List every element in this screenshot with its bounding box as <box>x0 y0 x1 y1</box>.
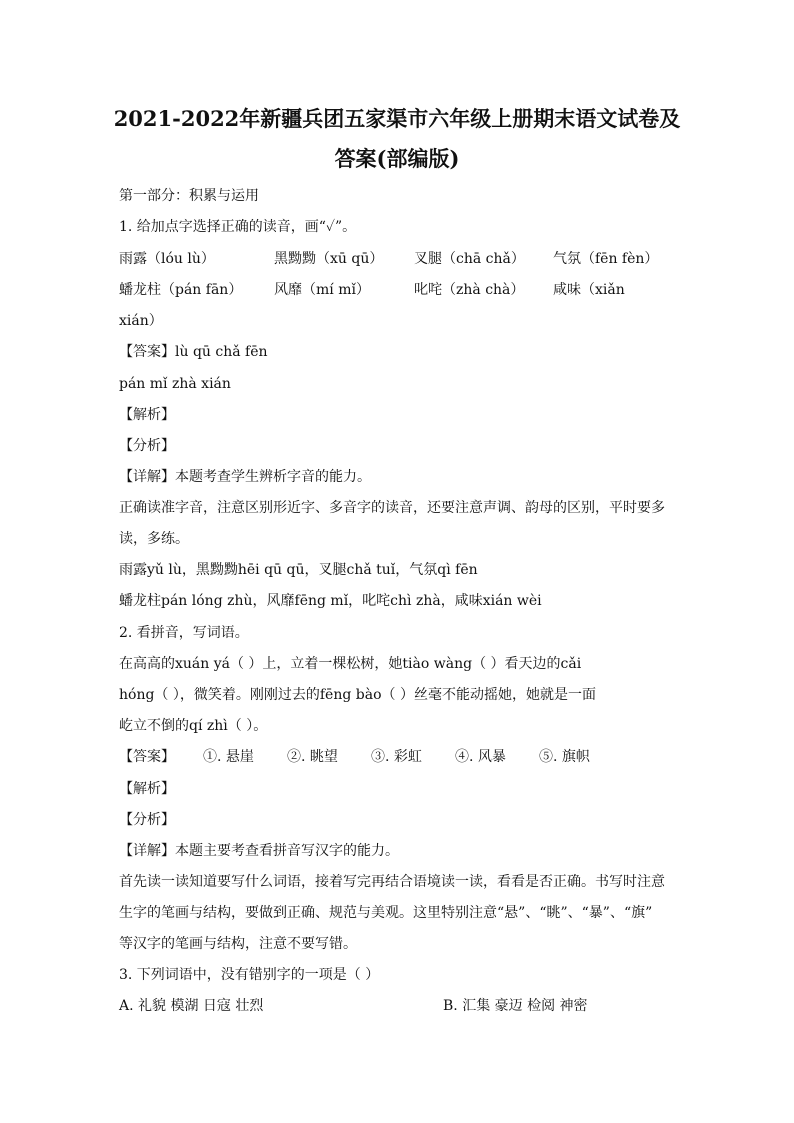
q3-options-row <box>119 996 588 1016</box>
q1-answer-line1: 【答案】lù qū chǎ fēn <box>119 344 268 360</box>
q3-stem: 3. 下列词语中，没有错别字的一项是（ ） <box>119 967 380 983</box>
q2-explanation-line1: 首先读一读知道要写什么词语，接着写完再结合语境读一读，看看是否正确。书写时注意 <box>119 874 665 890</box>
q2-xiangjie: 【详解】本题主要考查看拼音写汉字的能力。 <box>119 843 399 859</box>
q2-passage-line2: hóng（ ），微笑着。刚刚过去的fēng bào（ ）丝毫不能动摇她，她就是一面 <box>119 687 596 703</box>
section-heading: 第一部分：积累与运用 <box>119 188 259 204</box>
q2-fenxi-label: 【分析】 <box>119 812 175 828</box>
q2-jiexi-label: 【解析】 <box>119 781 175 797</box>
q1-options-row3: xián） <box>119 313 163 329</box>
q1-option: 蟠龙柱（pán fān） <box>119 282 243 298</box>
q1-explanation-line2: 读，多练。 <box>119 531 189 547</box>
q2-passage-line1: 在高高的xuán yá（ ）上，立着一棵松树，她tiào wàng（ ）看天边的cǎi <box>119 656 582 672</box>
q1-option: 雨露（lóu lù） <box>119 251 215 267</box>
q2-answer-item: ②. 眺望 <box>287 749 338 765</box>
q1-option: 气氛（fēn fèn） <box>553 251 659 267</box>
q3-option-a: A. 礼貌 模湖 日寇 壮烈 <box>119 998 264 1014</box>
q2-passage-line3: 屹立不倒的qí zhì（ ）。 <box>119 718 268 734</box>
q1-option: 叱咤（zhà chà） <box>414 282 525 298</box>
q1-option: 咸味（xiǎn <box>553 282 625 298</box>
q2-answer-item: ⑤. 旗帜 <box>539 749 590 765</box>
q2-explanation-line3: 等汉字的笔画与结构，注意不要写错。 <box>119 936 357 952</box>
q2-answer-item: ③. 彩虹 <box>371 749 422 765</box>
q1-fenxi-label: 【分析】 <box>119 438 175 454</box>
q1-options-row1 <box>119 249 658 269</box>
q1-xiangjie: 【详解】本题考查学生辨析字音的能力。 <box>119 469 371 485</box>
q1-option: 风靡（mí mǐ） <box>274 282 370 298</box>
q1-explanation-line4: 蟠龙柱pán lóng zhù，风靡fēng mǐ，叱咤chì zhà，咸味xián wèi <box>119 593 542 609</box>
q2-answer-line <box>119 747 590 767</box>
q1-options-row2 <box>119 280 625 300</box>
q2-explanation-line2: 生字的笔画与结构，要做到正确、规范与美观。这里特别注意“悬”、“眺”、“暴”、“旗” <box>119 905 653 921</box>
q2-answer-label: 【答案】 <box>119 749 175 765</box>
document-title-line2: 答案(部编版) <box>334 146 460 171</box>
q2-answer-item: ④. 风暴 <box>455 749 506 765</box>
q3-option-b: B. 汇集 豪迈 检阅 神密 <box>443 998 588 1014</box>
q1-answer-line2: pán mǐ zhà xián <box>119 376 231 392</box>
q1-option: 叉腿（chā chǎ） <box>414 251 525 267</box>
q1-explanation-line1: 正确读准字音，注意区别形近字、多音字的读音，还要注意声调、韵母的区别，平时要多 <box>119 500 665 516</box>
q2-stem: 2. 看拼音，写词语。 <box>119 625 249 641</box>
q1-explanation-line3: 雨露yǔ lù，黑黝黝hēi qū qū，叉腿chǎ tuǐ，气氛qì fēn <box>119 562 478 578</box>
q1-jiexi-label: 【解析】 <box>119 407 175 423</box>
document-title-line1: 2021-2022年新疆兵团五家渠市六年级上册期末语文试卷及 <box>113 106 681 131</box>
q1-stem: 1. 给加点字选择正确的读音，画“✓”。 <box>119 219 357 235</box>
q1-option: 黑黝黝（xū qū） <box>274 251 384 267</box>
q2-answer-item: ①. 悬崖 <box>203 749 254 765</box>
